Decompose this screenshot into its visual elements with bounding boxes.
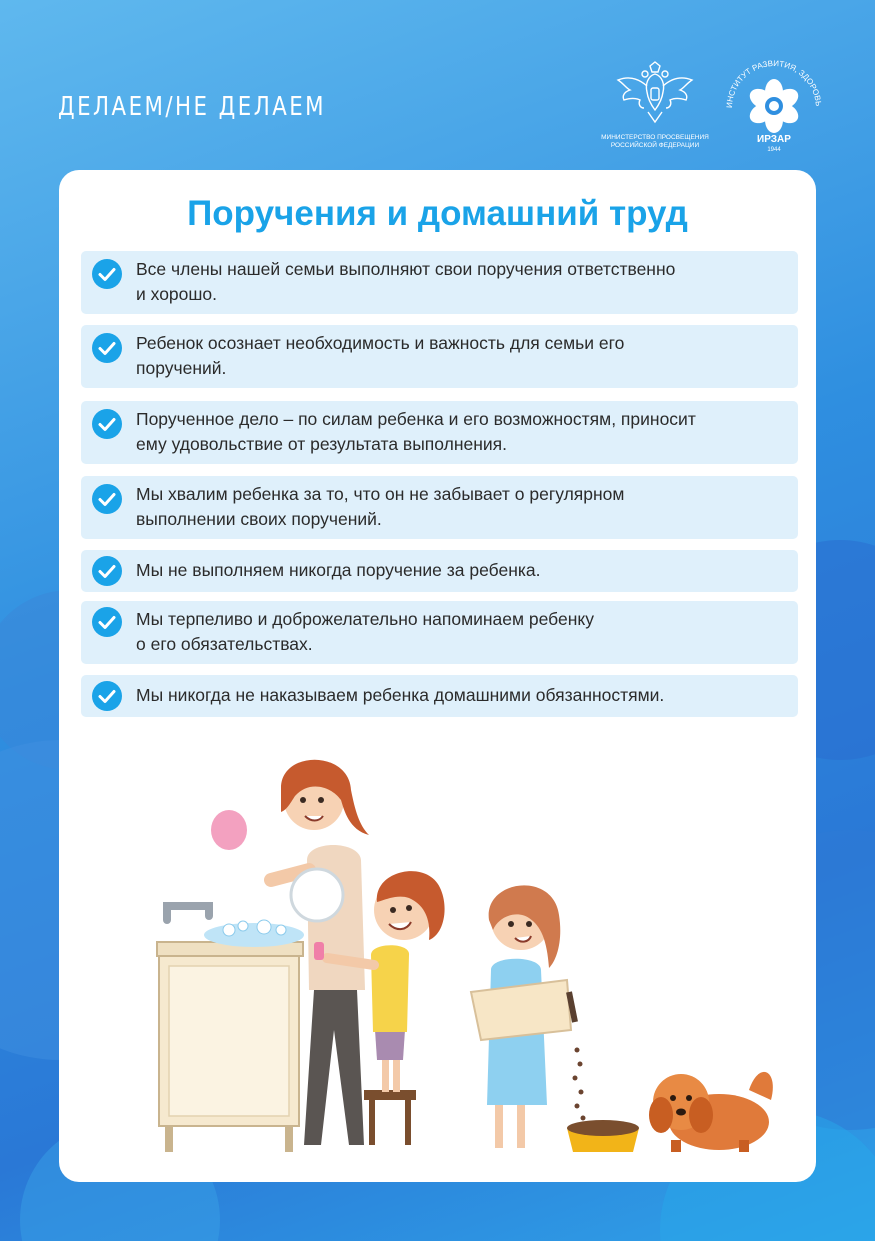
rule-item-7 [81,675,798,717]
ministry-logo [596,60,714,152]
check-circle-icon [92,607,122,637]
rule-1-line1: Все члены нашей семьи выполняют свои поручения ответственно [136,259,676,279]
dog-bowl [567,1120,639,1152]
rule-5-line1: Мы не выполняем никогда поручение за ребенка. [136,560,541,580]
page-header-title: ДЕЛАЕМ/НЕ ДЕЛАЕМ [58,92,327,122]
content-card [59,170,816,1182]
rule-4-line2: выполнении своих поручений. [136,509,382,529]
rule-item-5 [81,550,798,592]
sink-cabinet [157,906,304,1152]
check-circle-icon [92,556,122,586]
ministry-caption-line1: МИНИСТЕРСТВО ПРОСВЕЩЕНИЯ [601,134,709,141]
family-chores-illustration [59,730,816,1182]
eagle-emblem-icon [612,60,698,130]
dog-figure [649,1072,773,1152]
irzar-ring-text: НСТИТУТ РАЗВИТИЯ, ЗДОРОВ [726,60,822,103]
rule-3-line2: ему удовольствие от результата выполнения. [136,434,508,454]
check-circle-icon [92,409,122,439]
check-circle-icon [92,259,122,289]
rule-item-4 [81,476,798,539]
irzar-logo [726,60,822,156]
rule-6-line1: Мы терпеливо и доброжелательно напоминаем ребенку [136,609,594,629]
irzar-name: ИРЗАР [757,134,791,145]
ministry-caption-line2: РОССИЙСКОЙ ФЕДЕРАЦИИ [610,142,700,149]
rule-6-line2: о его обязательствах. [136,634,313,654]
rule-item-6 [81,601,798,664]
rule-7-line1: Мы никогда не наказываем ребенка домашними обязанностями. [136,685,665,705]
check-circle-icon [92,681,122,711]
rule-item-1 [81,251,798,314]
rule-item-2 [81,325,798,388]
card-title: Поручения и домашний труд [187,194,688,233]
rule-1-line2: и хорошо. [136,284,218,304]
check-circle-icon [92,484,122,514]
check-circle-icon [92,333,122,363]
girl-figure [471,885,586,1148]
rule-2-line1: Ребенок осознает необходимость и важность для семьи его [136,333,625,353]
rule-2-line2: поручений. [136,358,227,378]
rule-3-line1: Порученное дело – по силам ребенка и его возможностям, приносит [136,409,696,429]
rule-item-3 [81,401,798,464]
irzar-year: 1944 [767,147,781,153]
irzar-emblem-icon [726,60,822,156]
rule-4-line1: Мы хвалим ребенка за то, что он не забывает о регулярном [136,484,625,504]
